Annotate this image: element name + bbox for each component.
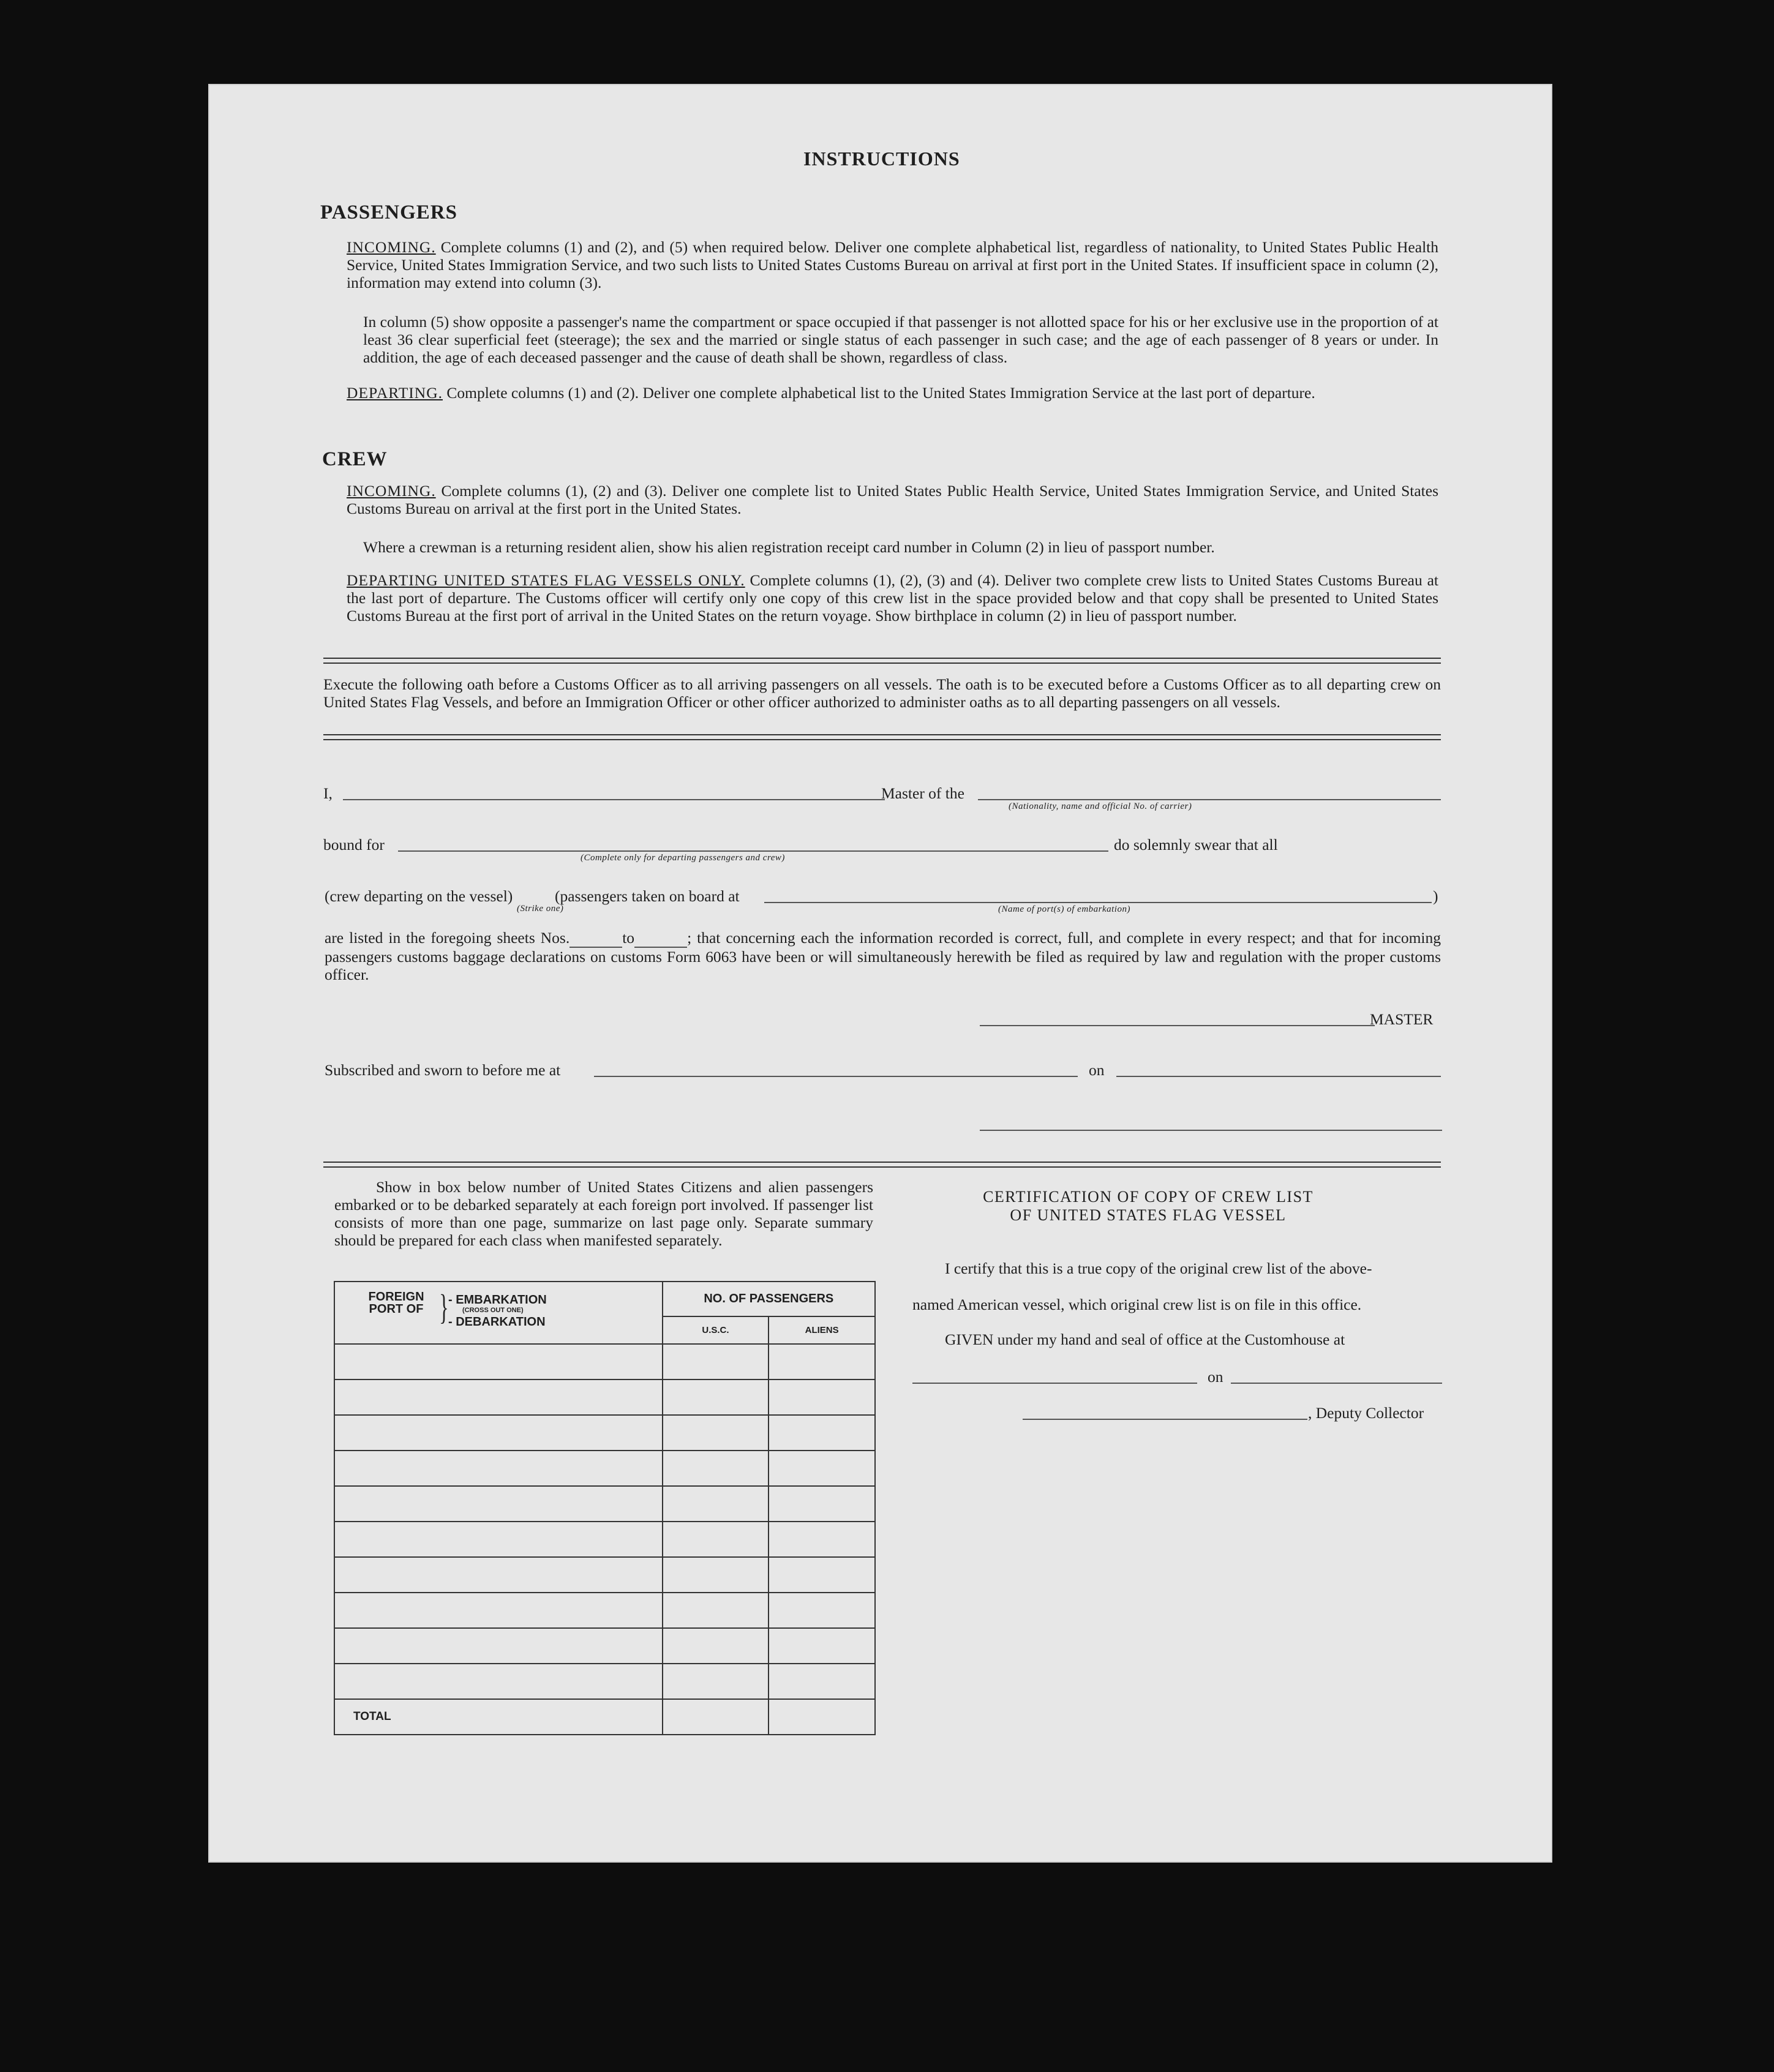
usc-cell[interactable] (663, 1664, 769, 1699)
master-of-the-label: Master of the (881, 784, 964, 802)
total-row-label-cell (334, 1699, 663, 1735)
foreign-port-of-label: FOREIGN PORT OF (368, 1290, 424, 1316)
certify-line1: I certify that this is a true copy of the original crew list of the above- (945, 1259, 1372, 1277)
port-cell[interactable] (334, 1415, 663, 1451)
cross-out-label: (CROSS OUT ONE) (462, 1307, 524, 1314)
usc-label: U.S.C. (702, 1324, 729, 1335)
usc-cell[interactable] (663, 1344, 769, 1379)
certification-title-line2: OF UNITED STATES FLAG VESSEL (1010, 1206, 1287, 1224)
usc-cell[interactable] (663, 1557, 769, 1593)
aliens-cell[interactable] (769, 1486, 875, 1522)
aliens-label: ALIENS (805, 1324, 839, 1335)
crew-heading: CREW (322, 448, 388, 470)
master-name-field[interactable] (343, 799, 885, 800)
to-label: to (622, 929, 635, 947)
oath-i-label: I, (323, 784, 333, 802)
aliens-cell[interactable] (769, 1344, 875, 1379)
do-solemnly-label: do solemnly swear that all (1114, 836, 1278, 854)
aliens-cell[interactable] (769, 1522, 875, 1557)
embarkation-ports-field[interactable] (764, 902, 1432, 903)
crew-departing-option: (crew departing on the vessel) (325, 887, 513, 905)
usc-cell[interactable] (663, 1415, 769, 1451)
aliens-total-cell[interactable] (769, 1699, 875, 1735)
usc-cell[interactable] (663, 1379, 769, 1415)
total-label: TOTAL (353, 1710, 391, 1723)
crew-incoming-label: INCOMING. (347, 482, 436, 500)
aliens-cell[interactable] (769, 1451, 875, 1486)
certification-date-field[interactable] (1231, 1383, 1442, 1384)
aliens-cell[interactable] (769, 1628, 875, 1664)
sheet-to-field[interactable] (634, 929, 687, 948)
passengers-taken-option: (passengers taken on board at (555, 887, 740, 905)
customhouse-location-field[interactable] (912, 1383, 1197, 1384)
passengers-departing-text: Complete columns (1) and (2). Deliver one complete alphabetical list to the United States Immigration Service at the last port of departure. (443, 384, 1315, 402)
port-cell[interactable] (334, 1522, 663, 1557)
usc-cell[interactable] (663, 1451, 769, 1486)
aliens-header (769, 1316, 875, 1344)
crew-resident-paragraph: Where a crewman is a returning resident alien, show his alien registration receipt card number in Column (2) in lieu of passport number. (363, 538, 1215, 556)
usc-cell[interactable] (663, 1593, 769, 1628)
bound-for-field[interactable] (398, 850, 1108, 852)
passengers-incoming-paragraph (347, 238, 1438, 291)
deputy-signature-field[interactable] (1023, 1419, 1307, 1420)
brace-glyph: } (439, 1287, 449, 1327)
crew-departing-text: Complete columns (1), (2), (3) and (4). Deliver two complete crew lists to United States Customs Bureau at the last port of departure. The Customs officer will certify only one copy of this crew list in the space provided below and that copy shall be presented to United States Customs Bureau at the first port of arrival in the United States on the return voyage. Show birthplace in column (2) in lieu of passport number. (347, 571, 1438, 625)
passengers-incoming-text: Complete columns (1) and (2), and (5) when required below. Deliver one complete alphabetical list, regardless of nationality, to United States Public Health Service, United States Immigration Service, and two such lists to United States Customs Bureau on arrival at first port in the United States. If insufficient space in column (2), information may extend into column (3). (347, 238, 1438, 291)
port-cell[interactable] (334, 1344, 663, 1379)
passengers-column5-paragraph: In column (5) show opposite a passenger's name the compartment or space occupied if that passenger is not allotted space for his or her exclusive use in the proportion of at least 36 clear superficial feet (steerage); the sex and the married or single status of each passenger in such case; and the age of each passenger of 8 years or under. In addition, the age of each deceased passenger and the cause of death shall be shown, regardless of class. (363, 313, 1438, 366)
port-cell[interactable] (334, 1593, 663, 1628)
no-of-passengers-label: NO. OF PASSENGERS (704, 1291, 834, 1305)
passengers-departing-label: DEPARTING. (347, 384, 443, 402)
double-rule-divider (323, 1162, 1441, 1168)
master-signature-field[interactable] (980, 1025, 1375, 1026)
officer-signature-field[interactable] (980, 1130, 1442, 1131)
sworn-date-field[interactable] (1116, 1076, 1441, 1077)
aliens-cell[interactable] (769, 1593, 875, 1628)
certify-line2: named American vessel, which original crew list is on file in this office. (912, 1296, 1362, 1313)
usc-header (663, 1316, 769, 1344)
usc-cell[interactable] (663, 1522, 769, 1557)
crew-departing-label: DEPARTING UNITED STATES FLAG VESSELS ONLY. (347, 571, 745, 589)
sworn-on-label: on (1089, 1061, 1105, 1079)
passengers-heading: PASSENGERS (320, 201, 457, 223)
usc-total-cell[interactable] (663, 1699, 769, 1735)
crew-incoming-paragraph (347, 482, 1438, 517)
crew-departing-paragraph (347, 571, 1438, 625)
aliens-cell[interactable] (769, 1379, 875, 1415)
oath-intro: Execute the following oath before a Customs Officer as to all arriving passengers on all vessels. The oath is to be executed before a Customs Officer as to all departing crew on United States Flag Vessels, and before an Immigration Officer or other officer authorized to administer oaths as to all departing passengers on all vessels. (323, 675, 1441, 711)
debarkation-label: - DEBARKATION (448, 1315, 546, 1329)
double-rule-divider (323, 734, 1441, 740)
name-of-ports-hint: (Name of port(s) of embarkation) (998, 904, 1130, 914)
crew-incoming-text: Complete columns (1), (2) and (3). Deliver one complete list to United States Public Health Service, United States Immigration Service, and United States Customs Bureau on arrival at the first port in the United States. (347, 482, 1438, 517)
usc-cell[interactable] (663, 1628, 769, 1664)
certification-on-label: on (1208, 1368, 1223, 1386)
aliens-cell[interactable] (769, 1557, 875, 1593)
no-of-passengers-header (663, 1282, 875, 1316)
document-page (208, 84, 1552, 1863)
complete-only-hint: (Complete only for departing passengers and crew) (581, 853, 785, 863)
double-rule-divider (323, 658, 1441, 664)
strike-one-hint: (Strike one) (517, 904, 564, 914)
bound-for-label: bound for (323, 836, 385, 854)
certification-title-line1: CERTIFICATION OF COPY OF CREW LIST (983, 1188, 1314, 1206)
port-cell[interactable] (334, 1379, 663, 1415)
port-cell[interactable] (334, 1451, 663, 1486)
carrier-field[interactable] (978, 799, 1441, 800)
sworn-location-field[interactable] (594, 1076, 1078, 1077)
port-cell[interactable] (334, 1664, 663, 1699)
port-cell[interactable] (334, 1486, 663, 1522)
subscribed-label: Subscribed and sworn to before me at (325, 1061, 561, 1079)
nationality-hint: (Nationality, name and official No. of carrier) (1009, 801, 1192, 811)
deputy-collector-label: , Deputy Collector (1308, 1404, 1424, 1422)
port-cell[interactable] (334, 1557, 663, 1593)
given-under-hand: GIVEN under my hand and seal of office at the Customhouse at (945, 1331, 1345, 1348)
summary-instructions: Show in box below number of United States Citizens and alien passengers embarked or to be debarked separately at each foreign port involved. If passenger list consists of more than one page, summarize on last page only. Separate summary should be prepared for each class when manifested separately. (334, 1178, 873, 1249)
sheet-from-field[interactable] (569, 929, 622, 948)
passengers-incoming-label: INCOMING. (347, 238, 436, 256)
listed-start: are listed in the foregoing sheets Nos. (325, 929, 570, 947)
usc-cell[interactable] (663, 1486, 769, 1522)
passengers-departing-paragraph (347, 384, 1438, 402)
instructions-title: INSTRUCTIONS (803, 148, 960, 170)
port-cell[interactable] (334, 1628, 663, 1664)
master-label: MASTER (1370, 1010, 1434, 1028)
oath-listed-paragraph (325, 929, 1441, 983)
aliens-cell[interactable] (769, 1664, 875, 1699)
close-paren: ) (1433, 887, 1438, 905)
embarkation-label: - EMBARKATION (448, 1293, 547, 1307)
foreign-port-header (334, 1282, 663, 1344)
aliens-cell[interactable] (769, 1415, 875, 1451)
listed-rest: ; that concerning each the information recorded is correct, full, and complete in every respect; and that for incoming passengers customs baggage declarations on customs Form 6063 have been or will simultaneously herewith be filed as required by law and regulation with the proper customs officer. (325, 929, 1441, 983)
passenger-summary-table (334, 1281, 876, 1735)
